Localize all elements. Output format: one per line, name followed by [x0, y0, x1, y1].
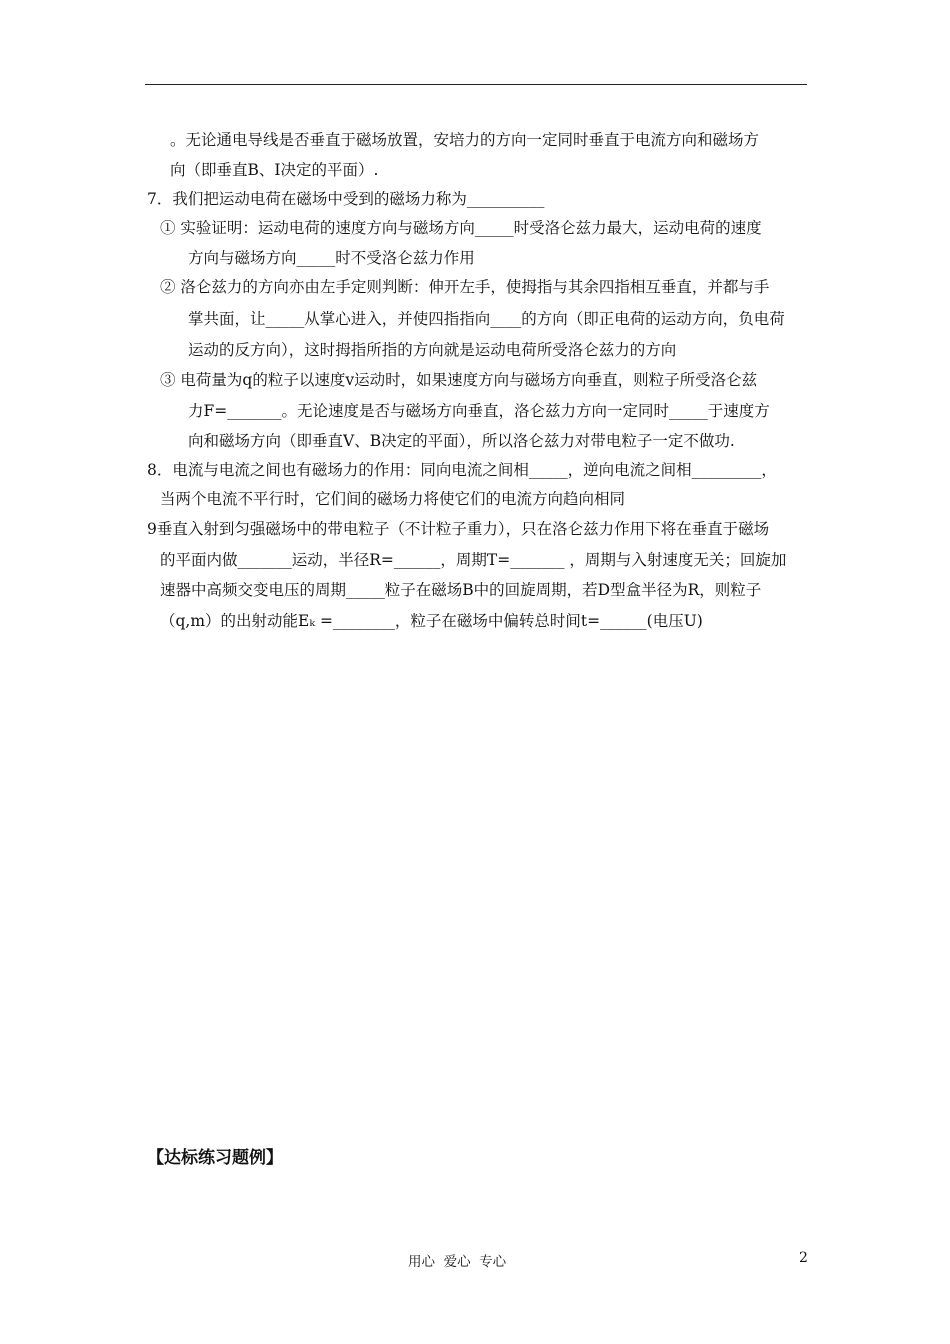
item-7-sub3-line1: ③ 电荷量为q的粒子以速度v运动时，如果速度方向与磁场方向垂直，则粒子所受洛仑兹: [160, 371, 758, 389]
section-heading: 【达标练习题例】: [147, 1148, 283, 1168]
item-7-sub1-line2: 方向与磁场方向_____时不受洛仑兹力作用: [188, 249, 475, 267]
page-footer: 用心 爱心 专心: [408, 1254, 507, 1270]
item-9-line1: 9垂直入射到匀强磁场中的带电粒子（不计粒子重力），只在洛仑兹力作用下将在垂直于磁场: [147, 520, 770, 538]
item-7-sub2-line2: 掌共面，让_____从掌心进入，并使四指指向____的方向（即正电荷的运动方向，负电荷: [188, 310, 785, 328]
item-8-line1: 8．电流与电流之间也有磁场力的作用：同向电流之间相_____，逆向电流之间相_________，: [147, 461, 777, 479]
item-9-line2: 的平面内做_______运动，半径R=______，周期T=_______ ，周期与入射速度无关；回旋加: [160, 551, 787, 569]
item-7-sub1-line1: ① 实验证明：运动电荷的速度方向与磁场方向_____时受洛仑兹力最大，运动电荷的速度: [160, 219, 762, 237]
header-rule: [145, 84, 807, 85]
item-7-sub2-line1: ② 洛仑兹力的方向亦由左手定则判断：伸开左手，使拇指与其余四指相互垂直，并都与手: [160, 278, 770, 296]
item-8-line2: 当两个电流不平行时，它们间的磁场力将使它们的电流方向趋向相同: [160, 490, 626, 508]
item-9-line4: （q,m）的出射动能Eₖ =________，粒子在磁场中偏转总时间t=______(电压U): [160, 612, 703, 630]
text-line-2: 向（即垂直B、I决定的平面）.: [170, 161, 379, 179]
item-7-sub3-line2: 力F=_______。无论速度是否与磁场方向垂直，洛仑兹力方向一定同时_____于速度方: [188, 402, 770, 420]
item-7-sub3-line3: 向和磁场方向（即垂直V、B决定的平面），所以洛仑兹力对带电粒子一定不做功.: [188, 432, 735, 450]
item-7-sub2-line3: 运动的反方向），这时拇指所指的方向就是运动电荷所受洛仑兹力的方向: [188, 341, 677, 359]
text-line-1: 。无论通电导线是否垂直于磁场放置，安培力的方向一定同时垂直于电流方向和磁场方: [170, 131, 760, 149]
item-7-line: 7．我们把运动电荷在磁场中受到的磁场力称为__________: [147, 190, 545, 208]
item-9-line3: 速器中高频交变电压的周期_____粒子在磁场B中的回旋周期，若D型盒半径为R，则粒子: [160, 581, 762, 599]
page-number: 2: [799, 1250, 808, 1266]
